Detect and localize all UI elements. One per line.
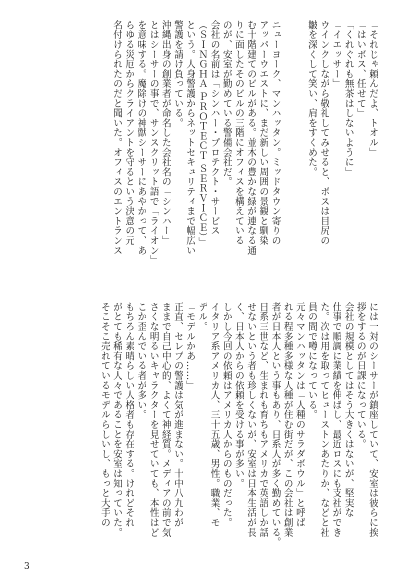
text-column: のが、安室が勤めている警備会社だ。 (220, 20, 232, 187)
text-column: 「イエッサー」 (330, 20, 342, 89)
text-column: もちろん素晴らしい人格者も存在する。けれどそれ (123, 302, 135, 528)
text-column: く、日本人からの依頼を受ける事が多い。 (232, 302, 244, 489)
text-column: ままで自己中心的、よくて神経質。メディアの前で気 (159, 302, 171, 538)
text-column: という。人身警護からネットセキュリティまで幅広い (184, 20, 196, 256)
text-column: た。次は用を取ってヒューストンあたりか、などと社 (318, 302, 330, 538)
text-column: 拶をするのが日課になっている。 (354, 302, 366, 449)
text-column: 員の間で噂になっている。 (306, 302, 318, 420)
text-column: りに面したそのビルの三階にオフィスを構えている (232, 20, 244, 246)
text-column: 「モデルかあ……」 (184, 302, 196, 391)
text-column: 名付けられたのだと聞いた。オフィスのエントランス (111, 20, 123, 256)
text-column: 「はいボス、任せて」 (354, 20, 366, 118)
text-column: 日系三世など、生まれも育ちもアメリカで英語しか話 (257, 302, 269, 538)
text-column: しかし今回の依頼はアメリカ人からのものだった。 (220, 302, 232, 528)
text-column: 仕事で順調に業績を伸ばし、最近ロスにも支社ができ (330, 302, 342, 538)
page-number: 3 (24, 562, 30, 572)
text-column: せないという者も珍しくないが、安室は日本生活が長 (245, 302, 257, 538)
text-column: こか歪んでいる者が多い。 (135, 302, 147, 420)
text-column: デル。 (196, 302, 208, 332)
text-column: アッパーウエストに、まだ新しい周囲の景観と馴染 (257, 20, 269, 246)
text-column: れる程多種多様な人種が住む街だが、この会社は創業 (281, 302, 293, 538)
text-column (281, 20, 293, 275)
text-column: ニューヨーク、マンハッタン。ミッドタウン寄りの (269, 20, 281, 246)
top-text-block (22, 20, 378, 275)
text-column: 「くれぐれも無茶はしないように」 (342, 20, 354, 177)
text-column: を意味する。魔除けの神獣シーサーにあやかって、あ (135, 20, 147, 256)
text-column: がとても稀有な人々であることを安室は知っていた。 (111, 302, 123, 538)
text-column: 会社の規模としてはそう大きくはないが、堅実な (342, 302, 354, 518)
text-column: 会社の名前は「シンハー・プロテクト・サービス (208, 20, 220, 236)
text-column: らゆる災厄からクライアントを守るという決意の元 (123, 20, 135, 246)
text-column: 「それじゃ頼んだよ、トオル」 (367, 20, 378, 158)
text-column: 元々マンハッタンは「人種のサラダボウル」と呼ば (293, 302, 305, 528)
text-column: イタリア系アメリカ人、三十五歳、男性。職業、モ (208, 302, 220, 528)
text-column: とはシーサーの事で、サンスクリット語で「ライオン」 (147, 20, 159, 265)
text-column: 警護を請け負っている。 (172, 20, 183, 128)
text-column: さくな明るいキャラクターを見せていても、本性はど (147, 302, 159, 538)
bottom-text-block (22, 302, 378, 557)
text-column: 皺を深くして笑い、肩をすくめた。 (306, 20, 318, 177)
text-column: には一対のシーサーが鎮座していて、安室は彼らに挨 (367, 302, 378, 538)
text-column (293, 20, 305, 275)
text-column: む十階建てのビルがある。並木の豊かな緑が連なる通 (245, 20, 257, 256)
text-column: 正直、セレブの警護は気が進まない。十中八九わが (172, 302, 183, 528)
text-column: 者が日本人という事もあり、日系人が多く勤めている。 (269, 302, 281, 547)
text-column: ウインクしながら敬礼してみせると、ボスは目尻の (318, 20, 330, 246)
text-column: （ＳＩＮＧＨＡ ＰＲＯＴＥＣＴ ＳＥＲＶＩＣＥ）」 (196, 20, 208, 248)
text-column: そこそこ売れているモデルらしいし、もっと大手の (98, 302, 110, 528)
text-column: 沖縄出身の創業者が命名した会社名の「シンハー」 (159, 20, 171, 246)
